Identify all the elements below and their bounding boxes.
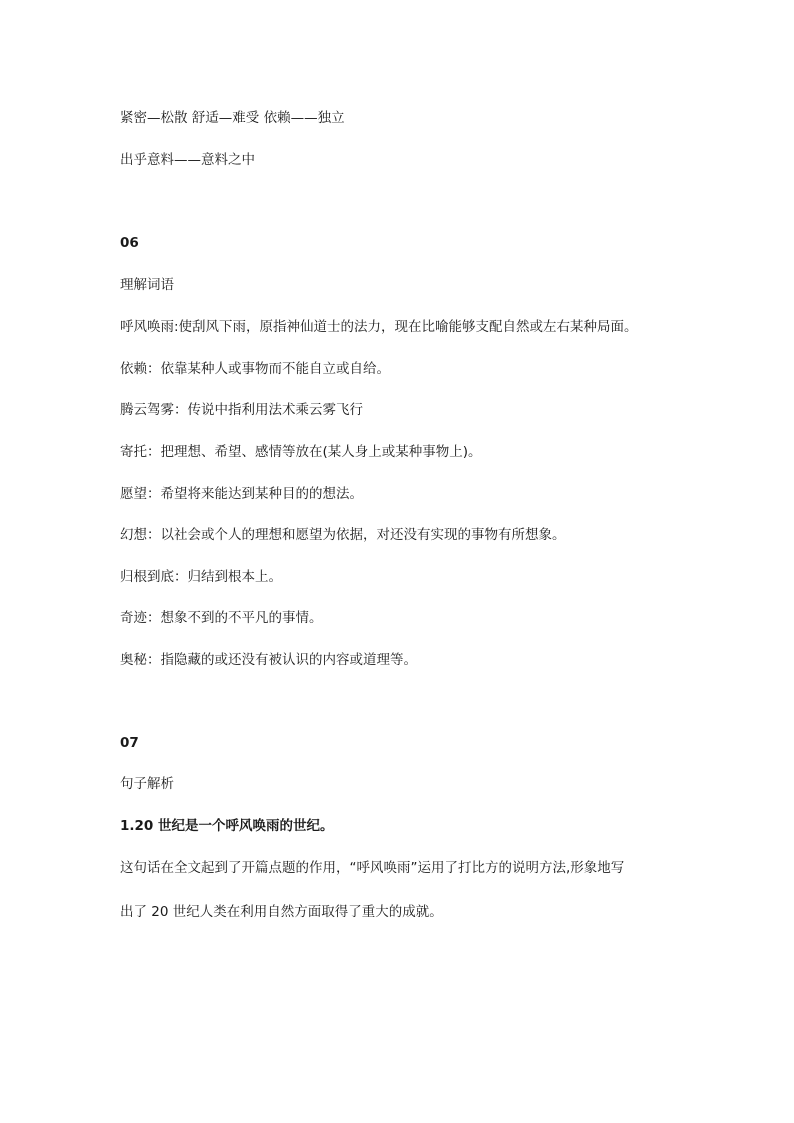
analyzed-sentence: 1.20 世纪是一个呼风唤雨的世纪。 bbox=[120, 818, 334, 834]
antonyms-line-2: 出乎意料——意料之中 bbox=[120, 152, 255, 168]
vocab-item: 奇迹：想象不到的不平凡的事情。 bbox=[120, 610, 323, 626]
section-number-06: 06 bbox=[120, 235, 139, 251]
vocab-item: 腾云驾雾：传说中指利用法术乘云雾飞行 bbox=[120, 402, 363, 418]
section-title-sentence-analysis: 句子解析 bbox=[120, 776, 174, 792]
vocab-item: 归根到底：归结到根本上。 bbox=[120, 569, 282, 585]
vocab-item: 幻想：以社会或个人的理想和愿望为依据，对还没有实现的事物有所想象。 bbox=[120, 527, 566, 543]
analysis-line-2: 出了 20 世纪人类在利用自然方面取得了重大的成就。 bbox=[120, 904, 443, 920]
section-number-07: 07 bbox=[120, 735, 139, 751]
vocab-item: 寄托：把理想、希望、感情等放在(某人身上或某种事物上)。 bbox=[120, 444, 482, 460]
vocab-item: 奥秘：指隐藏的或还没有被认识的内容或道理等。 bbox=[120, 652, 417, 668]
vocab-item: 呼风唤雨:使刮风下雨，原指神仙道士的法力，现在比喻能够支配自然或左右某种局面。 bbox=[120, 319, 638, 335]
vocab-item: 依赖：依靠某种人或事物而不能自立或自给。 bbox=[120, 361, 390, 377]
analysis-line-1: 这句话在全文起到了开篇点题的作用，“呼风唤雨”运用了打比方的说明方法,形象地写 bbox=[120, 860, 625, 876]
section-title-vocabulary: 理解词语 bbox=[120, 277, 174, 293]
antonyms-line-1: 紧密—松散 舒适—难受 依赖——独立 bbox=[120, 110, 345, 126]
vocab-item: 愿望：希望将来能达到某种目的的想法。 bbox=[120, 486, 363, 502]
